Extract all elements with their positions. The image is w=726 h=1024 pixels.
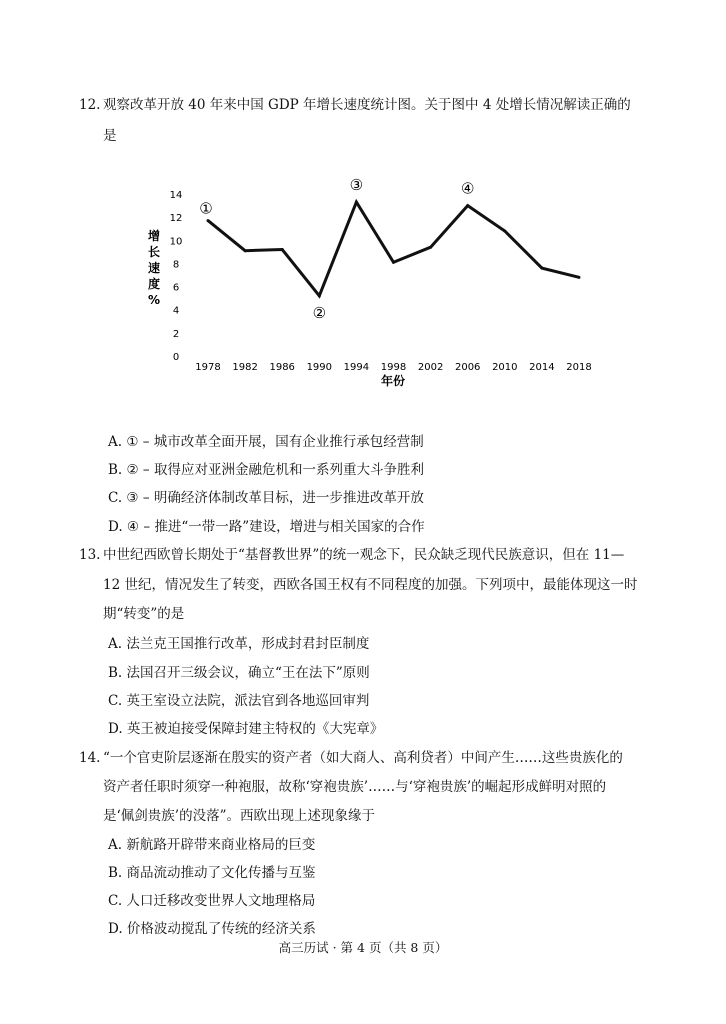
y-tick-labels	[170, 190, 183, 363]
question-12-option-d: D. ④ – 推进“一带一路”建设，增进与相关国家的合作	[108, 519, 425, 535]
question-12-stem-line-1: 观察改革开放 40 年来中国 GDP 年增长速度统计图。关于图中 4 处增长情况解读正确的	[103, 97, 631, 113]
x-tick-label: 2002	[417, 362, 444, 373]
data-point	[355, 201, 358, 204]
annotation-marker: ③	[349, 176, 364, 195]
y-axis-label-char: 速	[147, 261, 161, 275]
question-14-number: 14.	[79, 750, 101, 766]
x-tick-label: 1994	[343, 362, 370, 373]
question-12-option-c: C. ③ – 明确经济体制改革目标，进一步推进改革开放	[108, 490, 424, 506]
y-tick-label: 4	[172, 305, 180, 317]
gdp-growth-line-chart	[140, 176, 610, 388]
y-axis-label-char: 度	[147, 277, 161, 291]
y-tick-label: 10	[169, 236, 183, 248]
question-12-number: 12.	[79, 97, 101, 113]
data-point	[429, 246, 432, 249]
question-14-option-a: A. 新航路开辟带来商业格局的巨变	[108, 837, 316, 853]
question-14-stem-line-1: “一个官吏阶层逐渐在殷实的资产者（如大商人、高利贷者）中间产生……这些贵族化的	[103, 750, 623, 766]
question-13-option-b: B. 法国召开三级会议，确立“王在法下”原则	[108, 665, 370, 681]
y-tick-label: 12	[169, 213, 183, 225]
x-tick-label: 1982	[232, 362, 258, 373]
data-point	[392, 261, 395, 264]
x-tick-label: 1978	[195, 362, 221, 373]
x-tick-label: 2018	[566, 362, 592, 373]
x-tick-labels	[195, 362, 591, 373]
annotation-marker: ②	[312, 303, 327, 322]
data-point	[281, 248, 284, 251]
question-12-option-b: B. ② – 取得应对亚洲金融危机和一系列重大斗争胜利	[108, 462, 424, 478]
gdp-growth-series-line	[208, 202, 579, 296]
data-point	[244, 249, 247, 252]
x-tick-label: 1998	[380, 362, 407, 373]
data-point	[318, 294, 321, 297]
x-tick-label: 2014	[529, 362, 555, 373]
data-point	[207, 219, 210, 222]
question-14-stem-line-2: 资产者任职时须穿一种袍服，故称‘穿袍贵族’……与‘穿袍贵族’的崛起形成鲜明对照的	[103, 779, 607, 795]
x-tick-label: 2006	[454, 362, 481, 373]
question-13-option-d: D. 英王被迫接受保障封建主特权的《大宪章》	[108, 721, 384, 737]
data-point	[578, 276, 581, 279]
annotation-marker: ④	[460, 179, 475, 198]
y-axis-label-char: %	[147, 293, 161, 307]
data-point	[466, 204, 469, 207]
y-tick-label: 2	[172, 328, 180, 340]
x-tick-label: 2010	[492, 362, 518, 373]
y-axis-label-char: 增	[147, 229, 161, 243]
annotation-marker: ①	[199, 199, 213, 218]
y-tick-label: 0	[172, 352, 180, 363]
x-tick-label: 1986	[269, 362, 295, 373]
question-13-stem-line-1: 中世纪西欧曾长期处于“基督教世界”的统一观念下，民众缺乏现代民族意识，但在 11—	[103, 547, 625, 563]
question-13-number: 13.	[79, 547, 101, 563]
question-13-option-a: A. 法兰克王国推行改革，形成封君封臣制度	[108, 636, 370, 652]
y-tick-label: 6	[172, 282, 180, 294]
y-tick-label: 8	[172, 259, 180, 271]
x-tick-label: 1990	[306, 362, 333, 373]
page-footer: 高三历试 · 第 4 页（共 8 页）	[278, 940, 448, 955]
y-axis-label	[148, 228, 160, 307]
data-point	[503, 230, 506, 233]
y-axis-label-char: 长	[147, 245, 161, 259]
question-14-option-c: C. 人口迁移改变世界人文地理格局	[108, 893, 316, 909]
question-14-option-b: B. 商品流动推动了文化传播与互鉴	[108, 865, 316, 881]
question-14-option-d: D. 价格波动搅乱了传统的经济关系	[108, 921, 316, 937]
question-13-option-c: C. 英王室设立法院，派法官到各地巡回审判	[108, 693, 370, 709]
x-axis-label: 年份	[380, 374, 406, 388]
question-14-stem-line-3: 是‘佩剑贵族’的没落”。西欧出现上述现象缘于	[103, 808, 375, 824]
y-tick-label: 14	[169, 190, 183, 201]
question-12-stem-line-2: 是	[103, 128, 117, 144]
question-12-option-a: A. ① – 城市改革全面开展，国有企业推行承包经营制	[108, 434, 424, 450]
data-point	[540, 267, 543, 270]
question-13-stem-line-2: 12 世纪，情况发生了转变，西欧各国王权有不同程度的加强。下列项中，最能体现这一时	[103, 577, 638, 593]
question-13-stem-line-3: 期“转变”的是	[103, 606, 185, 622]
